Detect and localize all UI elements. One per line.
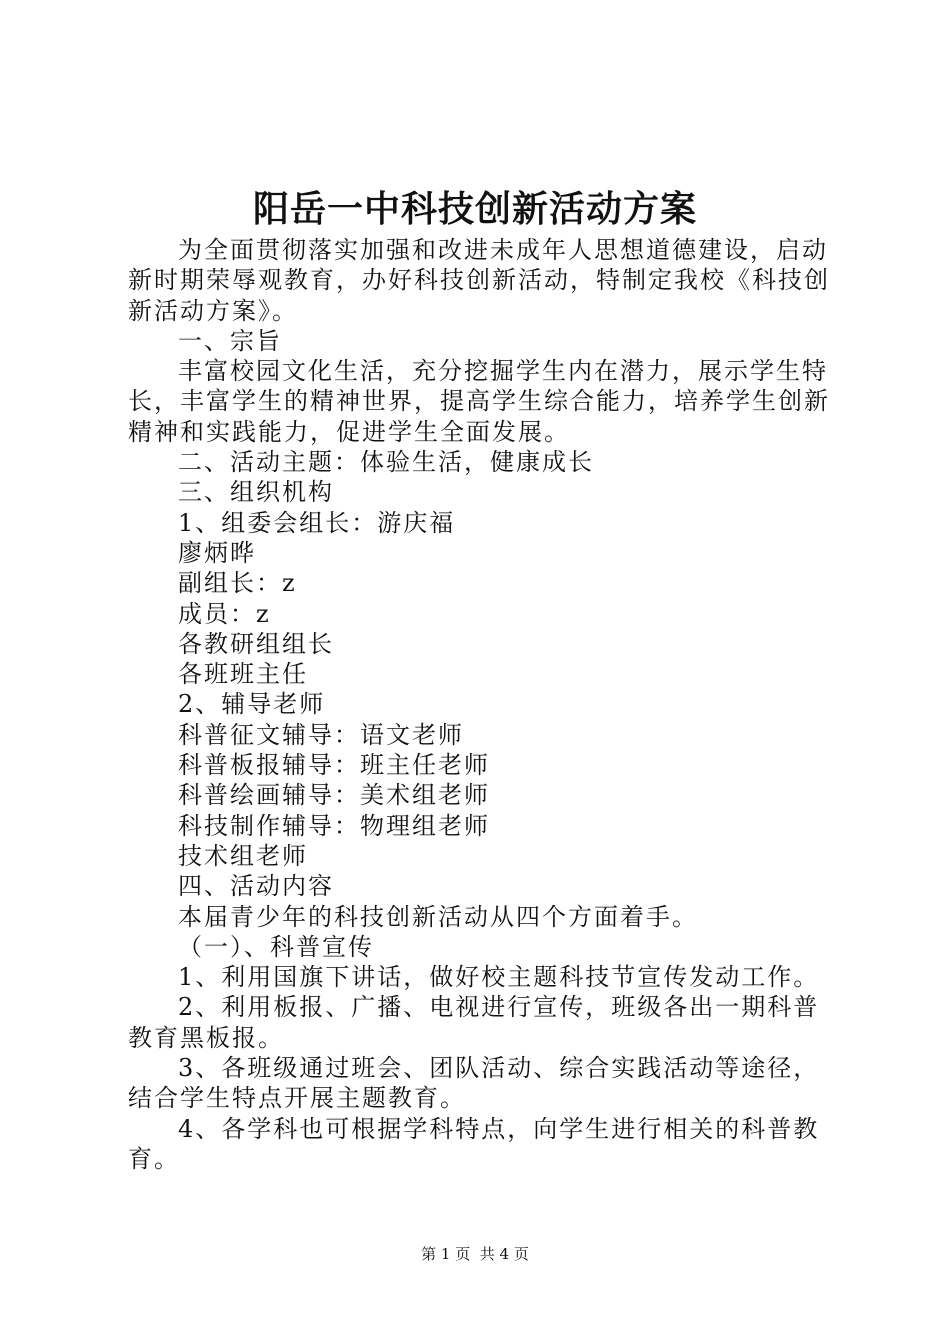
advisor-line: 技术组老师: [178, 841, 308, 870]
advisor-line: 科普板报辅导：班主任老师: [178, 751, 490, 780]
publicity-item: 2、利用板报、广播、电视进行宣传，班级各出一期科普教育黑板报。: [128, 993, 820, 1052]
publicity-item: 1、利用国旗下讲话，做好校主题科技节宣传发动工作。: [178, 963, 820, 992]
organization-line: 各班班主任: [178, 660, 308, 689]
content-paragraph: 本届青少年的科技创新活动从四个方面着手。: [178, 902, 698, 931]
subsection-heading-advisors: 2、辅导老师: [178, 690, 326, 719]
section-heading-organization: 三、组织机构: [178, 478, 334, 507]
advisor-line: 科普绘画辅导：美术组老师: [178, 781, 490, 810]
document-title: 阳岳一中科技创新活动方案: [252, 188, 697, 230]
organization-line: 1、组委会组长：游庆福: [178, 508, 456, 537]
advisor-line: 科技制作辅导：物理组老师: [178, 811, 490, 840]
intro-paragraph: 为全面贯彻落实加强和改进未成年人思想道德建设，启动新时期荣辱观教育，办好科技创新活动，特制定我校《科技创新活动方案》。: [128, 236, 830, 325]
publicity-item: 4、各学科也可根据学科特点，向学生进行相关的科普教育。: [128, 1114, 820, 1173]
section-heading-content: 四、活动内容: [178, 872, 334, 901]
organization-line: 各教研组组长: [178, 629, 334, 658]
purpose-paragraph: 丰富校园文化生活，充分挖掘学生内在潜力，展示学生特长，丰富学生的精神世界，提高学生综合能力，培养学生创新精神和实践能力，促进学生全面发展。: [128, 357, 830, 446]
organization-line: 成员：z: [178, 599, 271, 628]
advisor-line: 科普征文辅导：语文老师: [178, 720, 464, 749]
section-heading-theme: 二、活动主题：体验生活，健康成长: [178, 448, 594, 477]
organization-line: 廖炳晔: [178, 538, 256, 567]
section-heading-purpose: 一、宗旨: [178, 326, 282, 355]
publicity-item: 3、各班级通过班会、团队活动、综合实践活动等途径，结合学生特点开展主题教育。: [128, 1054, 820, 1113]
document-body: [128, 235, 833, 1174]
subsection-heading-publicity: （一）、科普宣传: [178, 932, 374, 961]
page-number-footer: 第 1 页 共 4 页: [421, 1245, 529, 1263]
organization-line: 副组长：z: [178, 569, 297, 598]
